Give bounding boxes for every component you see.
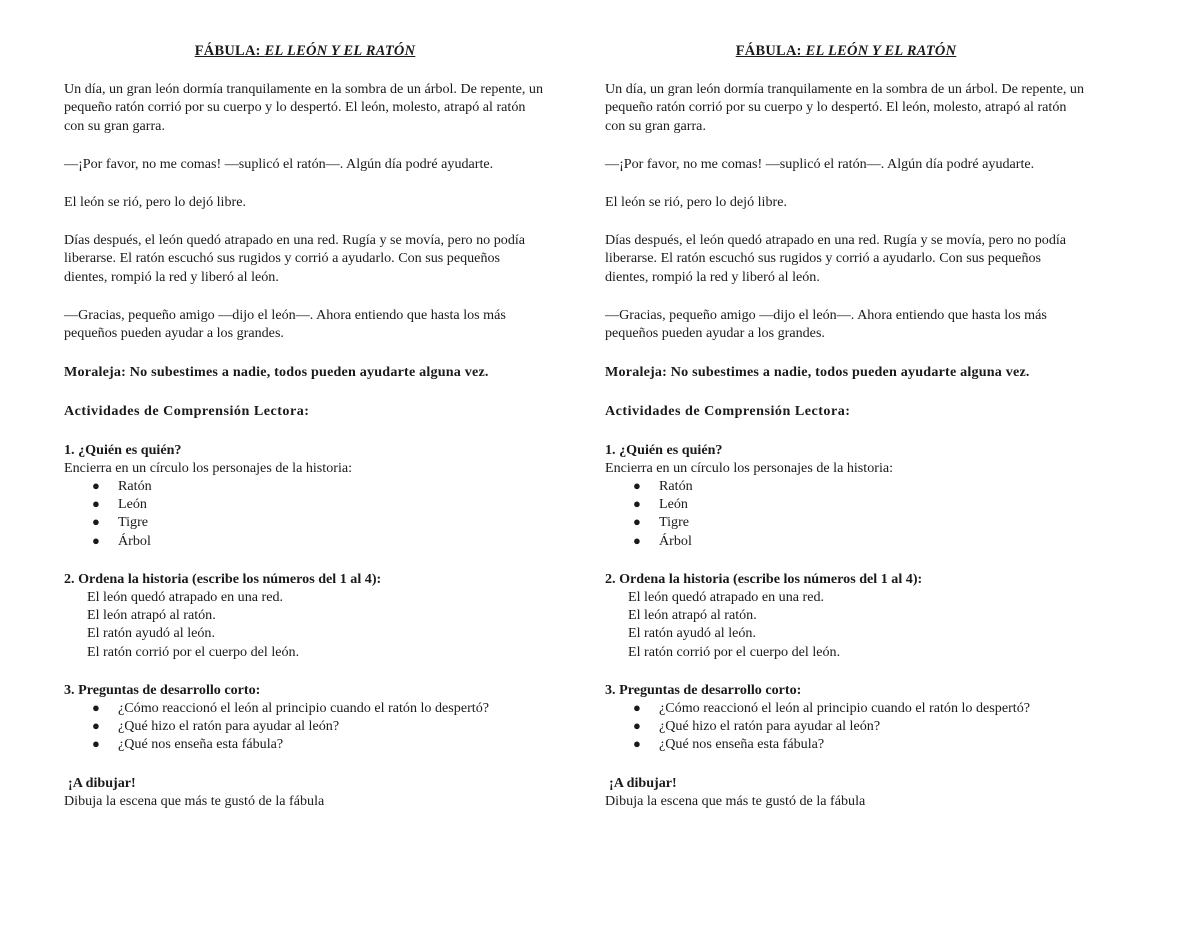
question-heading: 1. ¿Quién es quién? <box>64 441 182 458</box>
story-paragraph: Días después, el león quedó atrapado en una red. Rugía y se movía, pero no podía liberarse. El ratón escuchó sus rugidos y corrió a ayudarlo. Con sus pequeños dientes, rompió la red y liberó al león. <box>605 232 1067 285</box>
list-item: ● León <box>633 496 688 513</box>
order-list <box>64 588 546 661</box>
bullet-icon: ● <box>92 496 100 512</box>
draw-section <box>64 774 546 810</box>
list-item: ● ¿Qué hizo el ratón para ayudar al león? <box>633 718 881 735</box>
question-3 <box>64 681 546 754</box>
list-item: El león atrapó al ratón. <box>628 607 757 624</box>
draw-heading: ¡A dibujar! <box>609 774 677 791</box>
bullet-icon: ● <box>92 736 100 752</box>
bullet-icon: ● <box>633 496 641 512</box>
story-paragraph: —Gracias, pequeño amigo —dijo el león—. Ahora entiendo que hasta los más pequeños pueden ayudar a los grandes. <box>605 306 1047 342</box>
character-list <box>64 477 546 550</box>
list-item: ● ¿Qué nos enseña esta fábula? <box>92 736 284 753</box>
list-item: ● Tigre <box>92 514 149 531</box>
bullet-icon: ● <box>92 478 100 494</box>
question-1 <box>605 441 1087 550</box>
title-prefix: FÁBULA: <box>194 43 265 59</box>
draw-instruction: Dibuja la escena que más te gustó de la fábula <box>64 792 325 809</box>
bullet-icon: ● <box>92 514 100 530</box>
list-item: ● ¿Qué nos enseña esta fábula? <box>633 736 825 753</box>
bullet-icon: ● <box>92 532 100 548</box>
activities-heading: Actividades de Comprensión Lectora: <box>64 403 310 420</box>
title-italic: EL LEÓN Y EL RATÓN <box>264 43 416 59</box>
question-1 <box>64 441 546 550</box>
bullet-icon: ● <box>92 700 100 716</box>
question-heading: 1. ¿Quién es quién? <box>605 441 723 458</box>
list-item: ● ¿Cómo reaccionó el león al principio cuando el ratón lo despertó? <box>633 700 1031 717</box>
bullet-icon: ● <box>633 532 641 548</box>
bullet-icon: ● <box>633 514 641 530</box>
worksheet-page-left <box>64 42 546 810</box>
activities-heading: Actividades de Comprensión Lectora: <box>605 403 851 420</box>
story-paragraph: —¡Por favor, no me comas! —suplicó el ratón—. Algún día podré ayudarte. <box>605 155 1035 172</box>
question-list <box>64 699 546 754</box>
question-heading: 2. Ordena la historia (escribe los números del 1 al 4): <box>605 570 923 587</box>
question-instruction: Encierra en un círculo los personajes de la historia: <box>605 459 894 476</box>
draw-section <box>605 774 1087 810</box>
draw-heading: ¡A dibujar! <box>68 774 136 791</box>
list-item: El león quedó atrapado en una red. <box>628 589 825 606</box>
story-paragraph: El león se rió, pero lo dejó libre. <box>64 194 246 211</box>
list-item: ● Tigre <box>633 514 690 531</box>
question-2 <box>605 570 1087 661</box>
question-heading: 2. Ordena la historia (escribe los números del 1 al 4): <box>64 570 382 587</box>
bullet-icon: ● <box>633 478 641 494</box>
list-item: ● Árbol <box>633 532 692 549</box>
moral: Moraleja: No subestimes a nadie, todos pueden ayudarte alguna vez. <box>64 364 489 381</box>
list-item: El ratón ayudó al león. <box>87 625 215 642</box>
question-heading: 3. Preguntas de desarrollo corto: <box>64 681 261 698</box>
list-item: El león atrapó al ratón. <box>87 607 216 624</box>
list-item: El ratón corrió por el cuerpo del león. <box>87 643 300 660</box>
question-instruction: Encierra en un círculo los personajes de la historia: <box>64 459 353 476</box>
story-paragraph: El león se rió, pero lo dejó libre. <box>605 194 787 211</box>
worksheet-page-right <box>605 42 1087 810</box>
story-paragraph: —Gracias, pequeño amigo —dijo el león—. Ahora entiendo que hasta los más pequeños pueden ayudar a los grandes. <box>64 306 506 342</box>
bullet-icon: ● <box>633 718 641 734</box>
bullet-icon: ● <box>633 736 641 752</box>
bullet-icon: ● <box>633 700 641 716</box>
bullet-icon: ● <box>92 718 100 734</box>
list-item: ● ¿Cómo reaccionó el león al principio cuando el ratón lo despertó? <box>92 700 490 717</box>
story-paragraph: —¡Por favor, no me comas! —suplicó el ratón—. Algún día podré ayudarte. <box>64 155 494 172</box>
list-item: ● ¿Qué hizo el ratón para ayudar al león? <box>92 718 340 735</box>
list-item: ● Ratón <box>633 478 693 495</box>
list-item: ● León <box>92 496 147 513</box>
list-item: El ratón ayudó al león. <box>628 625 756 642</box>
moral: Moraleja: No subestimes a nadie, todos pueden ayudarte alguna vez. <box>605 364 1030 381</box>
question-heading: 3. Preguntas de desarrollo corto: <box>605 681 802 698</box>
page-title <box>605 42 1087 60</box>
story-paragraph: Días después, el león quedó atrapado en una red. Rugía y se movía, pero no podía liberarse. El ratón escuchó sus rugidos y corrió a ayudarlo. Con sus pequeños dientes, rompió la red y liberó al león. <box>64 232 526 285</box>
question-2 <box>64 570 546 661</box>
question-list <box>605 699 1087 754</box>
question-3 <box>605 681 1087 754</box>
story-paragraph: Un día, un gran león dormía tranquilamente en la sombra de un árbol. De repente, un pequeño ratón corrió por su cuerpo y lo despertó. El león, molesto, atrapó al ratón con su gran garra. <box>605 81 1085 134</box>
list-item: ● Árbol <box>92 532 151 549</box>
draw-instruction: Dibuja la escena que más te gustó de la fábula <box>605 792 866 809</box>
list-item: El león quedó atrapado en una red. <box>87 589 284 606</box>
title-italic: EL LEÓN Y EL RATÓN <box>805 43 957 59</box>
story-paragraph: Un día, un gran león dormía tranquilamente en la sombra de un árbol. De repente, un pequeño ratón corrió por su cuerpo y lo despertó. El león, molesto, atrapó al ratón con su gran garra. <box>64 81 544 134</box>
character-list <box>605 477 1087 550</box>
order-list <box>605 588 1087 661</box>
title-prefix: FÁBULA: <box>735 43 806 59</box>
list-item: ● Ratón <box>92 478 152 495</box>
list-item: El ratón corrió por el cuerpo del león. <box>628 643 841 660</box>
page-title <box>64 42 546 60</box>
